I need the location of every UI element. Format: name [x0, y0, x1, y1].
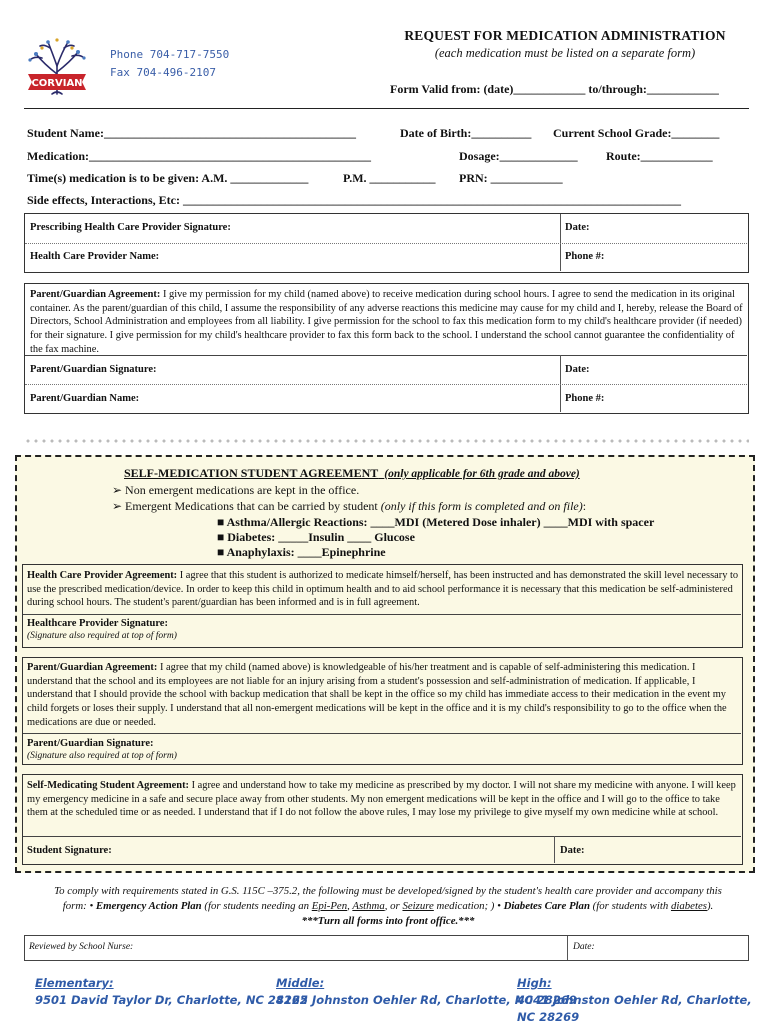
column-divider [567, 936, 568, 960]
provider-signature-field[interactable]: Prescribing Health Care Provider Signature: [30, 222, 231, 233]
bullet-emergent [112, 499, 586, 514]
row-divider [25, 243, 747, 244]
form-subtitle: (each medication must be listed on a separate form) [434, 46, 696, 60]
address-elementary [35, 975, 308, 1009]
route-field[interactable]: Route:____________ [606, 149, 713, 163]
bullet-non-emergent: ➢ Non emergent medications are kept in the office. [112, 483, 360, 497]
compliance-note [28, 884, 748, 929]
parent-signature-field[interactable]: Parent/Guardian Signature: [30, 364, 157, 375]
compliance-text: ). [706, 900, 714, 912]
hcp-agreement-body: I agree that this student is authorized to medicate himself/herself, has been instructed and has demonstrated the skill level necessary to use the prescribed medication/device. In order to keep this child in optimum health and to aid school performance it is necessary that this medication be self-administered during school hours. The student's parent/guardian has been informed and is in full agreement. [27, 570, 739, 609]
seizure-label: Seizure [402, 900, 434, 912]
parent-agreement-text [30, 288, 743, 357]
cut-line-divider [24, 438, 749, 444]
eap-label: Emergency Action Plan [95, 900, 202, 912]
hcp-agreement-box [22, 564, 743, 648]
epipen-label: Epi-Pen [311, 900, 348, 912]
row-divider [23, 733, 741, 734]
prn-field[interactable]: PRN: ____________ [459, 171, 563, 185]
self-medication-title-note: (only applicable for 6th grade and above) [384, 468, 580, 480]
compliance-text: , or [384, 900, 403, 912]
student-date-field[interactable]: Date: [560, 845, 585, 856]
hcp-signature-note: (Signature also required at top of form) [27, 631, 177, 641]
fax-number: Fax 704-496-2107 [110, 66, 216, 79]
parent-self-med-heading: Parent/Guardian Agreement: [27, 662, 158, 673]
hcp-agreement-text [27, 569, 739, 610]
provider-name-field[interactable]: Health Care Provider Name: [30, 251, 160, 262]
row-divider [23, 614, 741, 615]
address-label: Elementary: [35, 976, 114, 990]
hcp-agreement-heading: Health Care Provider Agreement: [27, 570, 178, 581]
nurse-review-box [24, 935, 749, 961]
compliance-line-2 [28, 899, 748, 914]
compliance-form-label: form: • [62, 900, 96, 912]
address-text: 4125 Johnston Oehler Rd, Charlotte, NC 28269 [276, 993, 577, 1007]
address-label: High: [517, 976, 552, 990]
student-agreement-body: I agree and understand how to take my medicine as prescribed by my doctor. I will not share my medicine with anyone. I will keep my emergency medicine in a safe and secure place away from other students. My non emergent medications will be kept in the office and I will go to the office to take them at the scheduled time or as needed. I understand that if I do not follow the above rules, I may lose my privilege to give myself my own medicine while at school. [27, 780, 736, 819]
parent-self-med-box [22, 657, 743, 765]
address-text: 4041 Johnston Oehler Rd, Charlotte, NC 28269 [517, 993, 752, 1024]
compliance-line-1: To comply with requirements stated in G.S. 115C –375.2, the following must be developed/signed by the student's health care provider and accompany this [54, 885, 722, 897]
asthma-options-field[interactable]: ■ Asthma/Allergic Reactions: ____MDI (Metered Dose inhaler) ____MDI with spacer [217, 515, 655, 529]
nurse-date-field[interactable]: Date: [573, 942, 595, 952]
provider-date-field[interactable]: Date: [565, 222, 590, 233]
parent-agreement-heading: Parent/Guardian Agreement: [30, 289, 161, 300]
row-divider [23, 836, 741, 837]
column-divider [554, 836, 555, 863]
address-label: Middle: [276, 976, 325, 990]
self-medication-title-text: SELF-MEDICATION STUDENT AGREEMENT [124, 466, 379, 480]
parent-self-med-signature-field[interactable]: Parent/Guardian Signature: [27, 738, 154, 749]
student-agreement-box [22, 774, 743, 865]
student-name-field[interactable]: Student Name:__________________________________________ [27, 126, 356, 140]
address-high [517, 975, 770, 1024]
phone-number: Phone 704-717-7550 [110, 48, 230, 61]
school-logo [22, 34, 92, 104]
form-title: REQUEST FOR MEDICATION ADMINISTRATION [404, 28, 726, 43]
parent-date-field[interactable]: Date: [565, 364, 590, 375]
logo-wordmark: CORVIAN [31, 78, 83, 89]
dcp-label: Diabetes Care Plan [503, 900, 590, 912]
provider-signature-box [24, 213, 749, 273]
parent-self-med-body: I agree that my child (named above) is knowledgeable of his/her treatment and is capable of self-administering this medication. I understand that the school and its employees are not liable for an injury arising from a student's possession and self-administration of medication. If applicable, I understand that I should provide the school with backup medication that shall be kept in the office so my child has immediate access to their medication in the event my child forgets or loses their supply. I understand that all non-emergent medications will be kept in the office and it is my child's responsibility to go to the office when the medications are due or needed. [27, 662, 727, 728]
bullet-emergent-note: (only if this form is completed and on file) [380, 499, 583, 513]
medication-field[interactable]: Medication:_______________________________________________ [27, 149, 371, 163]
nurse-review-field[interactable]: Reviewed by School Nurse: [29, 942, 134, 952]
student-agreement-text [27, 779, 739, 820]
address-text: 9501 David Taylor Dr, Charlotte, NC 28262 [35, 993, 308, 1007]
asthma-label: Asthma [352, 900, 385, 912]
parent-self-med-text [27, 661, 739, 730]
parent-phone-field[interactable]: Phone #: [565, 393, 605, 404]
parent-name-field[interactable]: Parent/Guardian Name: [30, 393, 140, 404]
side-effects-field[interactable]: Side effects, Interactions, Etc: ___________________________________________________________________________________ [27, 193, 681, 207]
parent-self-med-signature-note: (Signature also required at top of form) [27, 751, 177, 761]
date-of-birth-field[interactable]: Date of Birth:__________ [400, 126, 532, 140]
self-medication-title [124, 466, 580, 481]
row-divider [25, 384, 747, 385]
bullet-emergent-colon: : [582, 499, 587, 513]
provider-phone-field[interactable]: Phone #: [565, 251, 605, 262]
compliance-text: (for students with [589, 900, 671, 912]
parent-agreement-box [24, 283, 749, 414]
row-divider [25, 355, 747, 356]
anaphylaxis-options-field[interactable]: ■ Anaphylaxis: ____Epinephrine [217, 545, 386, 559]
diabetes-options-field[interactable]: ■ Diabetes: _____Insulin ____ Glucose [217, 530, 415, 544]
diabetes-label: diabetes [670, 900, 707, 912]
contact-info [110, 46, 229, 82]
student-signature-field[interactable]: Student Signature: [27, 845, 112, 856]
grade-field[interactable]: Current School Grade:________ [553, 126, 720, 140]
student-agreement-heading: Self-Medicating Student Agreement: [27, 780, 189, 791]
pm-time-field[interactable]: P.M. ___________ [343, 171, 436, 185]
compliance-text: (for students needing an [201, 900, 312, 912]
hcp-signature-field[interactable]: Healthcare Provider Signature: [27, 618, 168, 629]
dosage-field[interactable]: Dosage:_____________ [459, 149, 578, 163]
parent-agreement-body: I give my permission for my child (named above) to receive medication during school hours. I agree to send the medication in its original container. As the parent/guardian of this child, I assume the responsibility of any adverse reactions this medicine may cause for my child and I, hereby, release the Board of Directors, School Administration and employees from all liability. I give permission for the school to fax this medication form to my child's healthcare provider (if needed) for their signature. I give permission for my child's healthcare provider to fax this form back to the school. I understand the school cannot guarantee the confidentiality of the fax machine. [30, 289, 743, 355]
turn-in-instruction: ***Turn all forms into front office.*** [301, 915, 475, 927]
form-valid-dates-field[interactable]: Form Valid from: (date)____________ to/through:____________ [390, 82, 719, 96]
header-divider [24, 108, 749, 109]
bullet-emergent-text: ➢ Emergent Medications that can be carried by student [112, 499, 381, 513]
am-time-field[interactable]: Time(s) medication is to be given: A.M. _____________ [27, 171, 309, 185]
compliance-text: , [347, 900, 353, 912]
compliance-text: medication; ) • [433, 900, 504, 912]
